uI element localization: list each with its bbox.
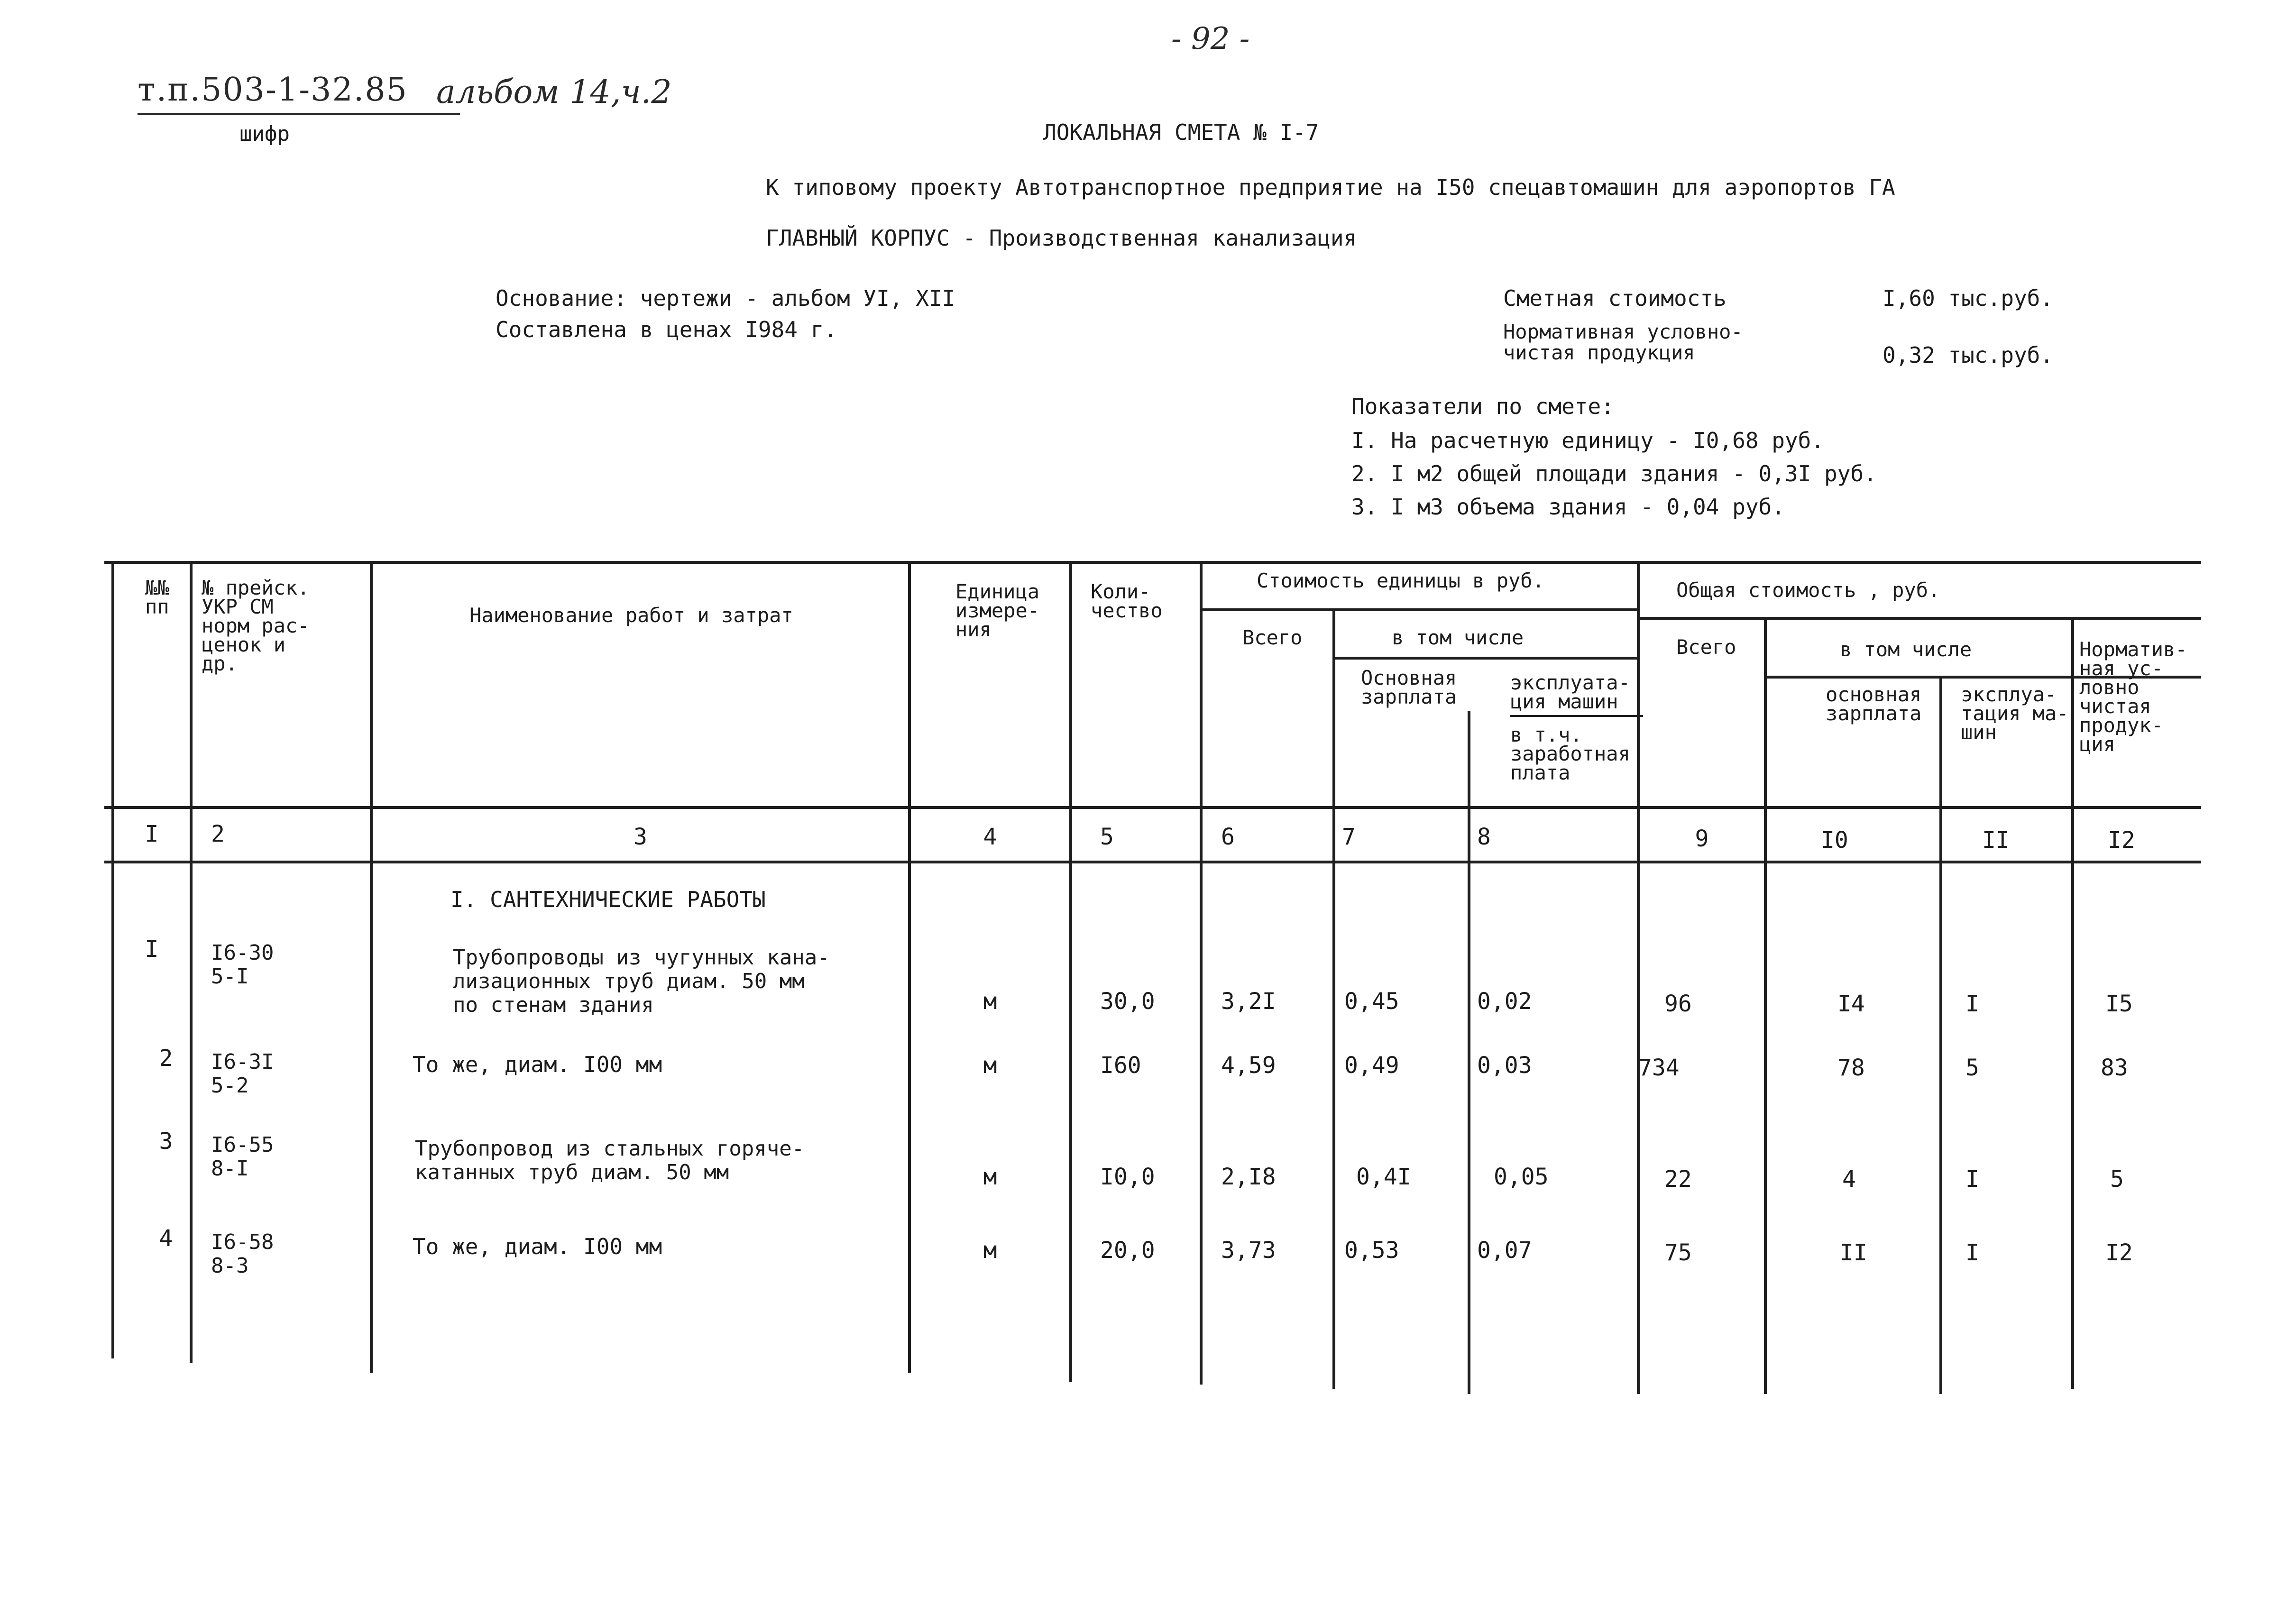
indicator-item: 2. I м2 общей площади здания - 0,3I руб.	[1351, 461, 1877, 486]
col-header-unit-machines: эксплуата- ция машин	[1510, 671, 1630, 713]
unit-wage: 0,4I	[1356, 1164, 1411, 1190]
col-rule	[1200, 561, 1203, 1385]
total-machines: I	[1965, 1239, 1979, 1266]
unit-total: 3,2I	[1221, 988, 1276, 1015]
price-code: I6-3I 5-2	[211, 1050, 274, 1098]
total: 75	[1664, 1239, 1692, 1266]
column-number: 7	[1342, 824, 1356, 850]
unit-cost-group-rule	[1200, 608, 1637, 611]
total-wage: 78	[1837, 1055, 1865, 1081]
album-reference: альбом 14,ч.2	[436, 73, 672, 111]
work-name: Трубопровод из стальных горяче- катанных труб диам. 50 мм	[415, 1137, 805, 1184]
machines-underline	[1510, 715, 1643, 717]
total-wage: II	[1840, 1239, 1867, 1266]
normative-product-value: 0,32 тыс.руб.	[1883, 342, 2054, 368]
page-number: - 92 -	[1171, 21, 1250, 56]
col-header-unit: Единица измере- ния	[955, 580, 1040, 641]
col-rule	[1468, 711, 1470, 1394]
total-machines: I	[1965, 991, 1979, 1017]
row-number: 4	[159, 1225, 173, 1252]
col-header-total-wage: основная зарплата	[1826, 683, 1922, 725]
col-header-quantity: Коли- чество	[1091, 580, 1163, 622]
column-number: I	[145, 821, 159, 847]
quantity: 30,0	[1100, 988, 1155, 1015]
cipher-underline	[138, 113, 460, 115]
col-header-normative: Норматив- ная ус- ловно чистая продук- ция	[2079, 638, 2187, 756]
subgroup-header-incl: в том числе	[1840, 638, 1972, 661]
indicator-item: I. На расчетную единицу - I0,68 руб.	[1351, 428, 1824, 453]
column-number: II	[1982, 827, 2010, 853]
col-header-unit-machines-wage: в т.ч. заработная плата	[1510, 723, 1630, 784]
unit-machines: 0,05	[1494, 1164, 1549, 1190]
unit-total: 3,73	[1221, 1237, 1276, 1264]
col-header-work-name: Наименование работ и затрат	[469, 604, 793, 627]
col-header-no: №№ пп	[145, 576, 169, 618]
group-header-unit-cost: Стоимость единицы в руб.	[1257, 569, 1544, 592]
column-number: I2	[2108, 827, 2135, 853]
unit: м	[983, 1164, 997, 1190]
cipher-code: т.п.503-1-32.85	[138, 71, 408, 109]
estimated-cost-label: Сметная стоимость	[1503, 285, 1727, 311]
normative-product-label: Нормативная условно- чистая продукция	[1503, 320, 1743, 364]
basis-text: Основание: чертежи - альбом УI, XII	[496, 285, 955, 311]
col-header-total-machines: эксплуа- тация ма- шин	[1961, 683, 2069, 744]
col-header-unit-total: Всего	[1242, 626, 1303, 649]
document-title: ЛОКАЛЬНАЯ СМЕТА № I-7	[1043, 119, 1319, 145]
row-number: 3	[159, 1128, 173, 1155]
unit-machines: 0,07	[1477, 1237, 1532, 1264]
col-header-price-code: № прейск. УКР СМ норм рас- ценок и др.	[202, 576, 310, 675]
indicators-title: Показатели по смете:	[1351, 394, 1614, 419]
column-number: 3	[634, 824, 647, 850]
column-number: 5	[1100, 824, 1114, 850]
column-number: 6	[1221, 824, 1235, 850]
estimated-cost-value: I,60 тыс.руб.	[1883, 285, 2054, 311]
section-heading: I. САНТЕХНИЧЕСКИЕ РАБОТЫ	[450, 887, 766, 912]
col-header-total: Всего	[1676, 635, 1736, 659]
unit: м	[983, 988, 997, 1015]
column-number: I0	[1821, 827, 1848, 853]
total-machines: 5	[1965, 1055, 1979, 1081]
quantity: I60	[1100, 1052, 1141, 1079]
work-name: Трубопроводы из чугунных кана- лизационных труб диам. 50 мм по стенам здания	[453, 945, 830, 1017]
col-rule	[1069, 561, 1072, 1382]
unit-wage: 0,49	[1344, 1052, 1399, 1079]
col-rule	[2071, 617, 2074, 1389]
prices-text: Составлена в ценах I984 г.	[496, 317, 837, 342]
quantity: I0,0	[1100, 1164, 1155, 1190]
unit-machines: 0,03	[1477, 1052, 1532, 1079]
number-row-rule	[104, 861, 2201, 863]
normative-product: 83	[2101, 1055, 2128, 1081]
indicator-item: 3. I м3 объема здания - 0,04 руб.	[1351, 494, 1785, 520]
unit-wage: 0,53	[1344, 1237, 1399, 1264]
col-rule	[1764, 617, 1767, 1394]
total: 734	[1638, 1055, 1680, 1081]
row-number: 2	[159, 1045, 173, 1072]
quantity: 20,0	[1100, 1237, 1155, 1264]
total: 22	[1664, 1166, 1692, 1193]
header-bottom-rule	[104, 806, 2201, 809]
column-number: 9	[1695, 826, 1709, 852]
price-code: I6-30 5-I	[211, 941, 274, 989]
unit-wage: 0,45	[1344, 988, 1399, 1015]
unit: м	[983, 1052, 997, 1079]
total-wage: 4	[1842, 1166, 1856, 1193]
object-name: ГЛАВНЫЙ КОРПУС - Производственная канализация	[766, 225, 1357, 251]
group-header-total-cost: Общая стоимость , руб.	[1676, 578, 1940, 602]
row-number: I	[145, 936, 159, 963]
col-header-unit-wage: Основная зарплата	[1361, 666, 1457, 708]
unit: м	[983, 1237, 997, 1264]
work-name: То же, диам. I00 мм	[413, 1052, 662, 1077]
col-rule	[1332, 608, 1335, 1389]
incl-a-rule	[1332, 657, 1637, 660]
document-subtitle: К типовому проекту Автотранспортное предприятие на I50 спецавтомашин для аэропортов ГА	[766, 174, 1895, 200]
col-rule	[370, 561, 373, 1373]
col-rule	[1637, 561, 1640, 1394]
work-name: То же, диам. I00 мм	[413, 1234, 662, 1259]
col-rule	[1939, 676, 1942, 1394]
column-number: 8	[1477, 824, 1491, 850]
normative-product: 5	[2110, 1166, 2124, 1193]
column-number: 4	[983, 824, 997, 850]
price-code: I6-55 8-I	[211, 1133, 274, 1181]
total-machines: I	[1965, 1166, 1979, 1193]
subgroup-header-incl: в том числе	[1392, 626, 1524, 649]
unit-total: 2,I8	[1221, 1164, 1276, 1190]
normative-product: I5	[2105, 991, 2133, 1017]
unit-machines: 0,02	[1477, 988, 1532, 1015]
total-cost-group-rule	[1637, 617, 2201, 620]
table-top-rule	[104, 561, 2201, 564]
column-number: 2	[211, 821, 225, 847]
price-code: I6-58 8-3	[211, 1230, 274, 1278]
total-wage: I4	[1837, 991, 1865, 1017]
cipher-label: шифр	[239, 122, 290, 146]
total: 96	[1664, 991, 1692, 1017]
unit-total: 4,59	[1221, 1052, 1276, 1079]
normative-product: I2	[2105, 1239, 2133, 1266]
